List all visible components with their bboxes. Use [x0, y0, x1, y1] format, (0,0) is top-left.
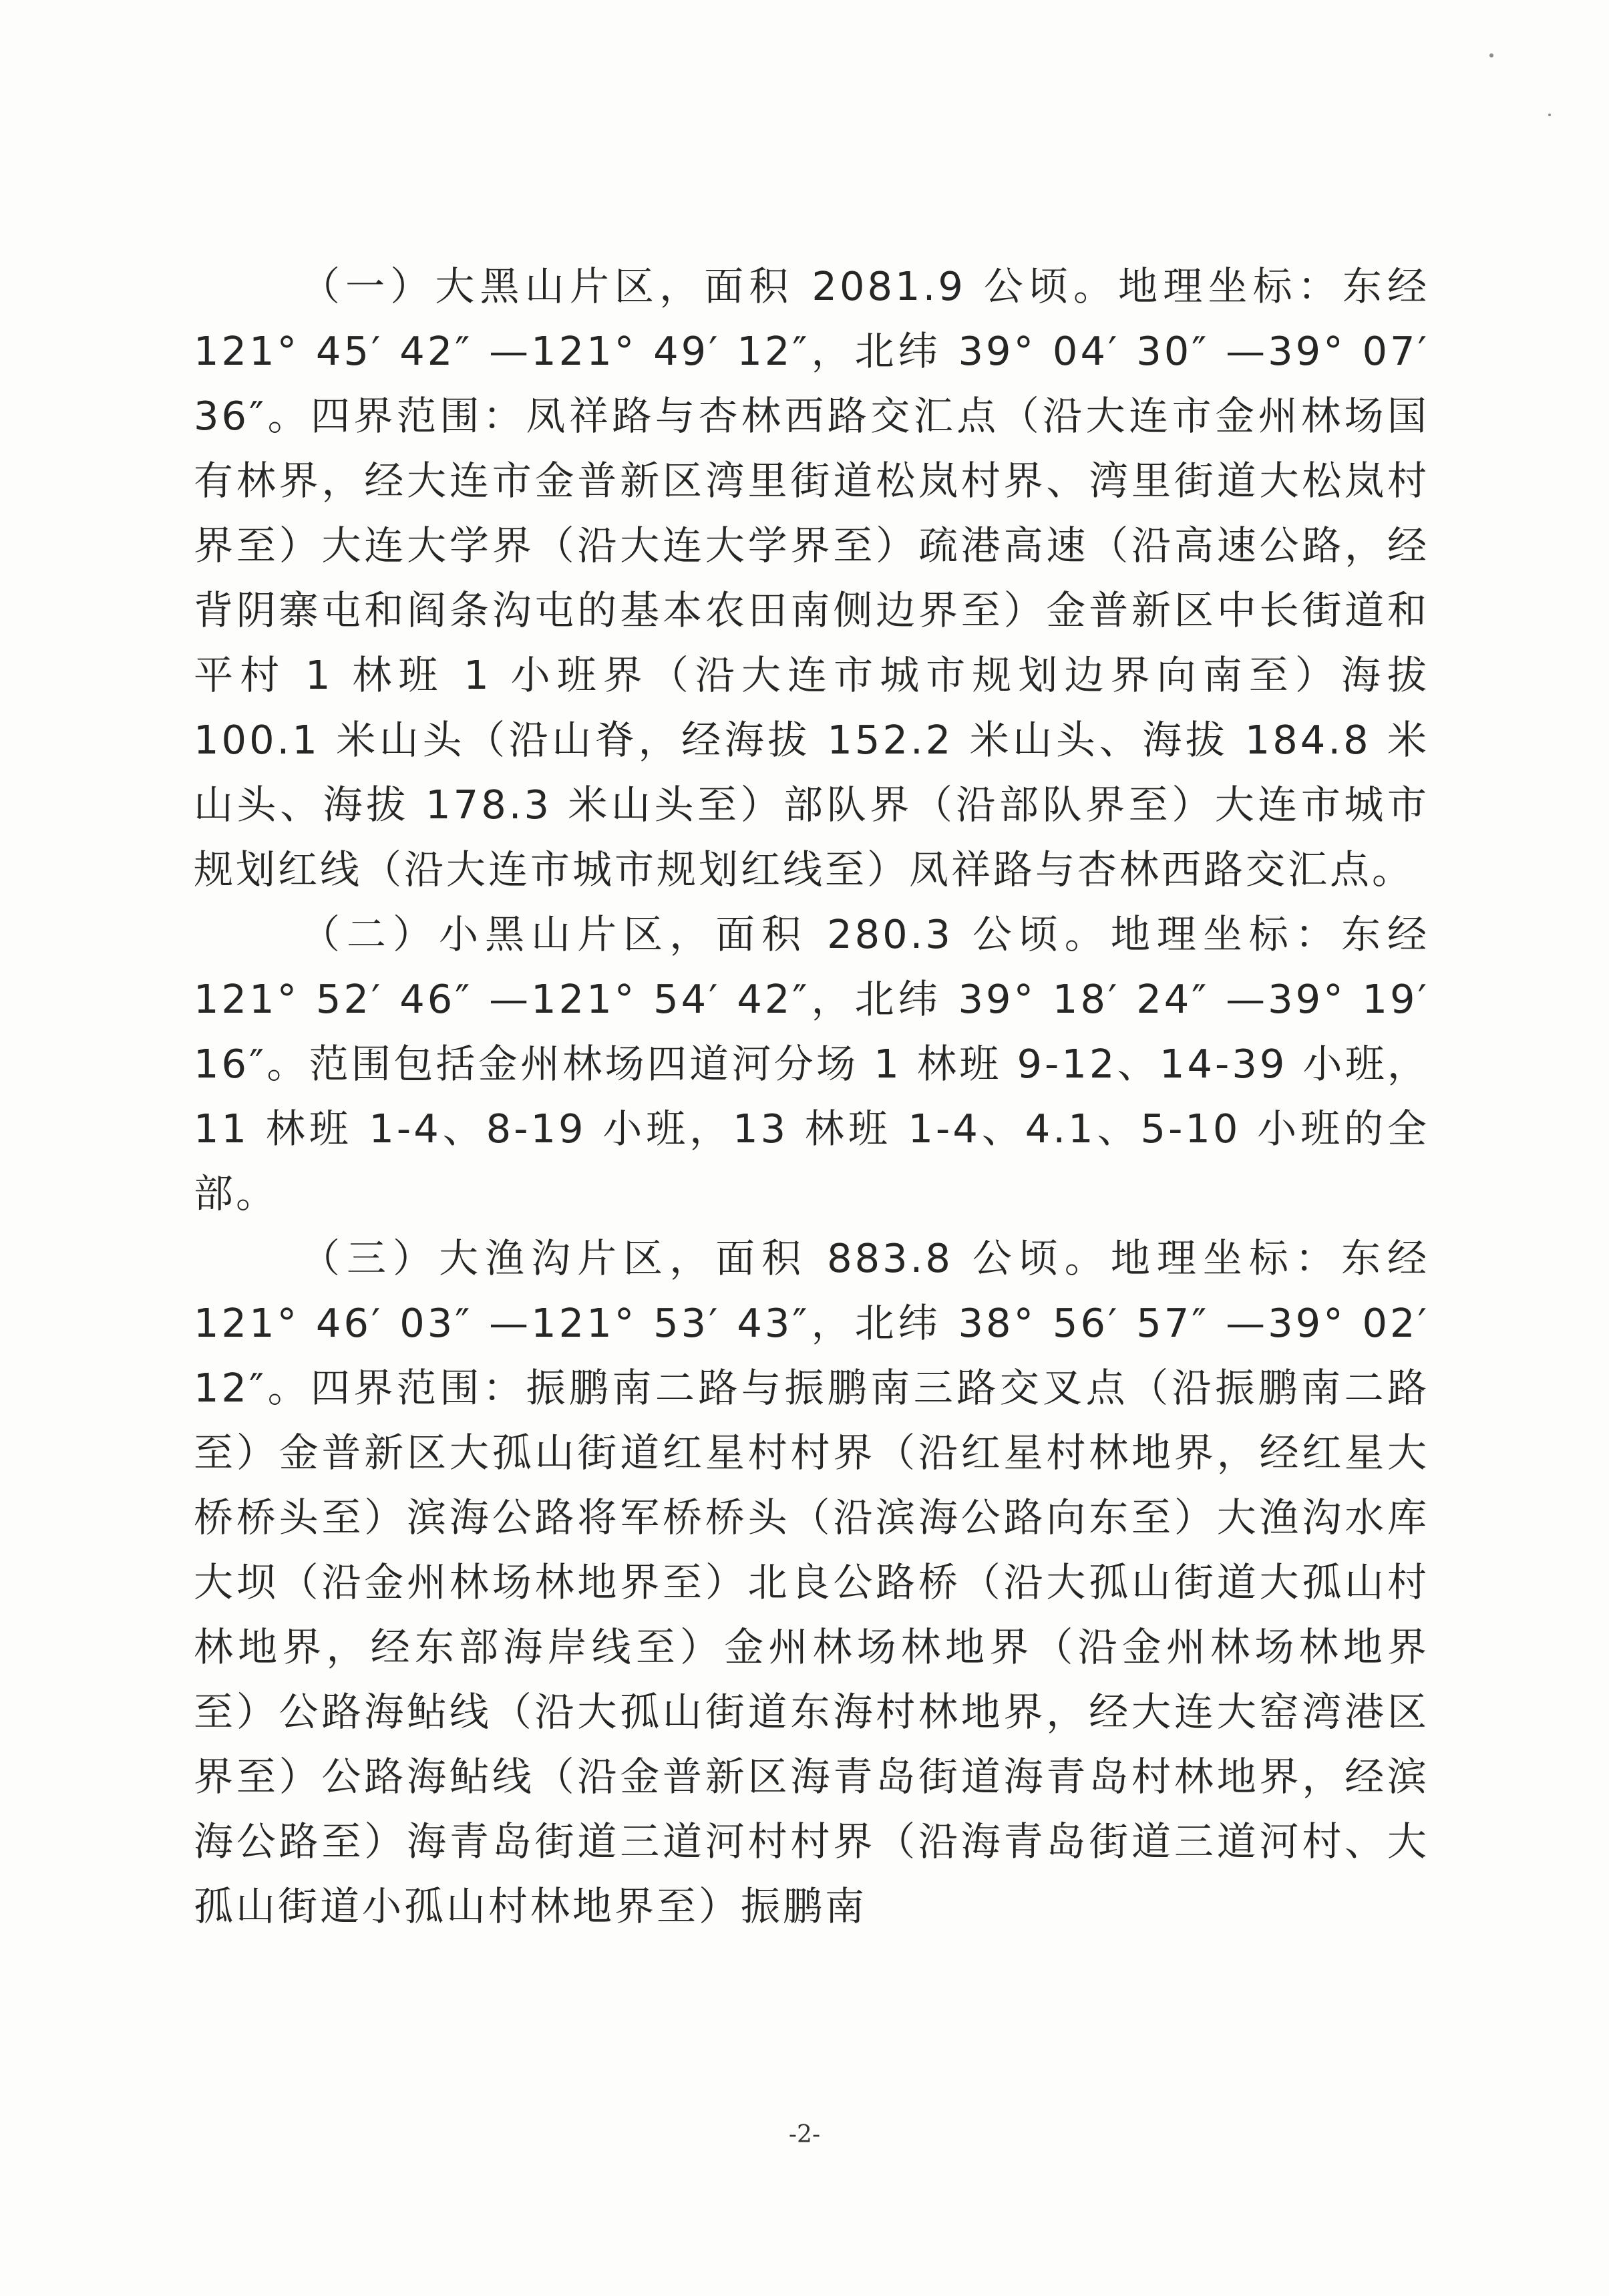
page-number: -2-	[788, 2121, 821, 2148]
paragraph-dahei-mountain: （一）大黑山片区，面积 2081.9 公顷。地理坐标：东经 121° 45′ 42″ —121° 49′ 12″，北纬 39° 04′ 30″ —39° 07′ 36″。四界范围：凤祥路与杏林西路交汇点（沿大连市金州林场国有林界，经大连市金普新区湾里街道松岚村界、湾里街道大松岚村界至）大连大学界（沿大连大学界至）疏港高速（沿高速公路，经背阴寨屯和阎条沟屯的基本农田南侧边界至）金普新区中长街道和平村 1 林班 1 小班界（沿大连市城市规划边界向南至）海拔 100.1 米山头（沿山脊，经海拔 152.2 米山头、海拔 184.8 米山头、海拔 178.3 米山头至）部队界（沿部队界至）大连市城市规划红线（沿大连市城市规划红线至）凤祥路与杏林西路交汇点。	[194, 263, 1429, 892]
scan-speck	[1548, 114, 1551, 116]
scan-speck	[1489, 53, 1493, 57]
document-body	[194, 254, 1429, 1939]
paragraph-dayu-gully: （三）大渔沟片区，面积 883.8 公顷。地理坐标：东经 121° 46′ 03″ —121° 53′ 43″，北纬 38° 56′ 57″ —39° 02′ 12″。四界范围：振鹏南二路与振鹏南三路交叉点（沿振鹏南二路至）金普新区大孤山街道红星村村界（沿红星村林地界，经红星大桥桥头至）滨海公路将军桥桥头（沿滨海公路向东至）大渔沟水库大坝（沿金州林场林地界至）北良公路桥（沿大孤山街道大孤山村林地界，经东部海岸线至）金州林场林地界（沿金州林场林地界至）公路海鲇线（沿大孤山街道东海村林地界，经大连大窑湾港区界至）公路海鲇线（沿金普新区海青岛街道海青岛村林地界，经滨海公路至）海青岛街道三道河村村界（沿海青岛街道三道河村、大孤山街道小孤山村林地界至）振鹏南	[194, 1235, 1429, 1929]
paragraph-xiaohei-mountain: （二）小黑山片区，面积 280.3 公顷。地理坐标：东经 121° 52′ 46″ —121° 54′ 42″，北纬 39° 18′ 24″ —39° 19′ 16″。范围包括金州林场四道河分场 1 林班 9-12、14-39 小班，11 林班 1-4、8-19 小班，13 林班 1-4、4.1、5-10 小班的全部。	[194, 911, 1429, 1216]
